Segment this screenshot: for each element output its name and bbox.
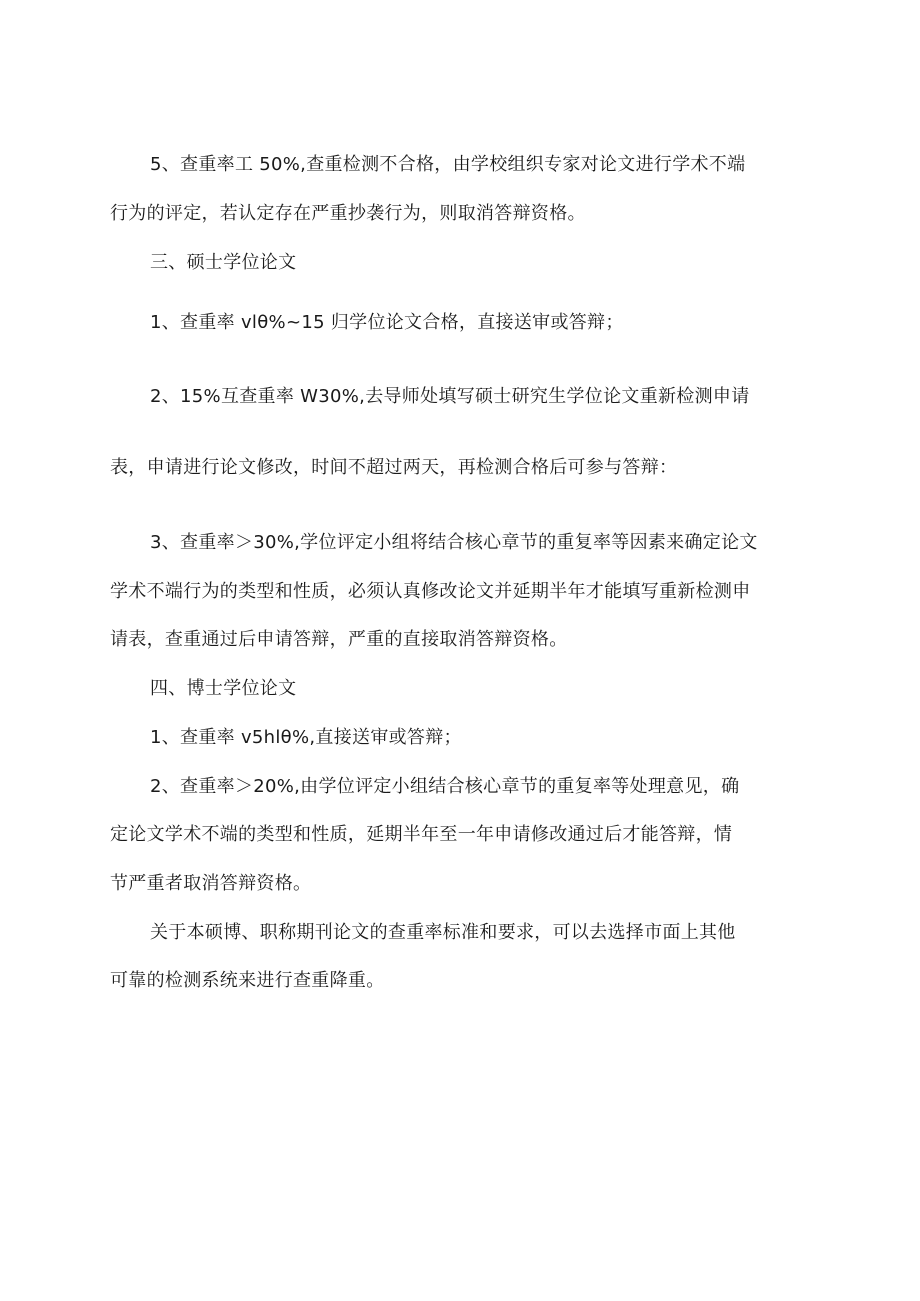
master-item2-line2: 表，申请进行论文修改，时间不超过两天，再检测合格后可参与答辩： xyxy=(110,457,678,478)
master-item2-line1: 2、15%互查重率 W30%,去导师处填写硕士研究生学位论文重新检测申请 xyxy=(150,386,750,407)
closing-line1: 关于本硕博、职称期刊论文的查重率标准和要求，可以去选择市面上其他 xyxy=(150,922,736,943)
doctor-item1: 1、查重率 v5hlθ%,直接送审或答辩； xyxy=(150,727,462,748)
doctor-item2-line1: 2、查重率＞20%,由学位评定小组结合核心章节的重复率等处理意见，确 xyxy=(150,776,740,797)
doctor-item2-line2: 定论文学术不端的类型和性质，延期半年至一年申请修改通过后才能答辩，情 xyxy=(110,824,733,845)
master-item1: 1、查重率 vlθ%~15 归学位论文合格，直接送审或答辩； xyxy=(150,312,624,333)
master-section-heading: 三、硕士学位论文 xyxy=(150,252,297,273)
doctor-item2-line3: 节严重者取消答辩资格。 xyxy=(110,873,312,894)
doctor-section-heading: 四、博士学位论文 xyxy=(150,678,297,699)
master-item3-line1: 3、查重率＞30%,学位评定小组将结合核心章节的重复率等因素来确定论文 xyxy=(150,532,758,553)
undergrad-item5-line2: 行为的评定，若认定存在严重抄袭行为，则取消答辩资格。 xyxy=(110,203,586,224)
master-item3-line2: 学术不端行为的类型和性质，必须认真修改论文并延期半年才能填写重新检测申 xyxy=(110,581,751,602)
closing-line2: 可靠的检测系统来进行查重降重。 xyxy=(110,970,385,991)
undergrad-item5-line1: 5、查重率工 50%,查重检测不合格，由学校组织专家对论文进行学术不端 xyxy=(150,154,746,175)
master-item3-line3: 请表，查重通过后申请答辩，严重的直接取消答辩资格。 xyxy=(110,629,568,650)
